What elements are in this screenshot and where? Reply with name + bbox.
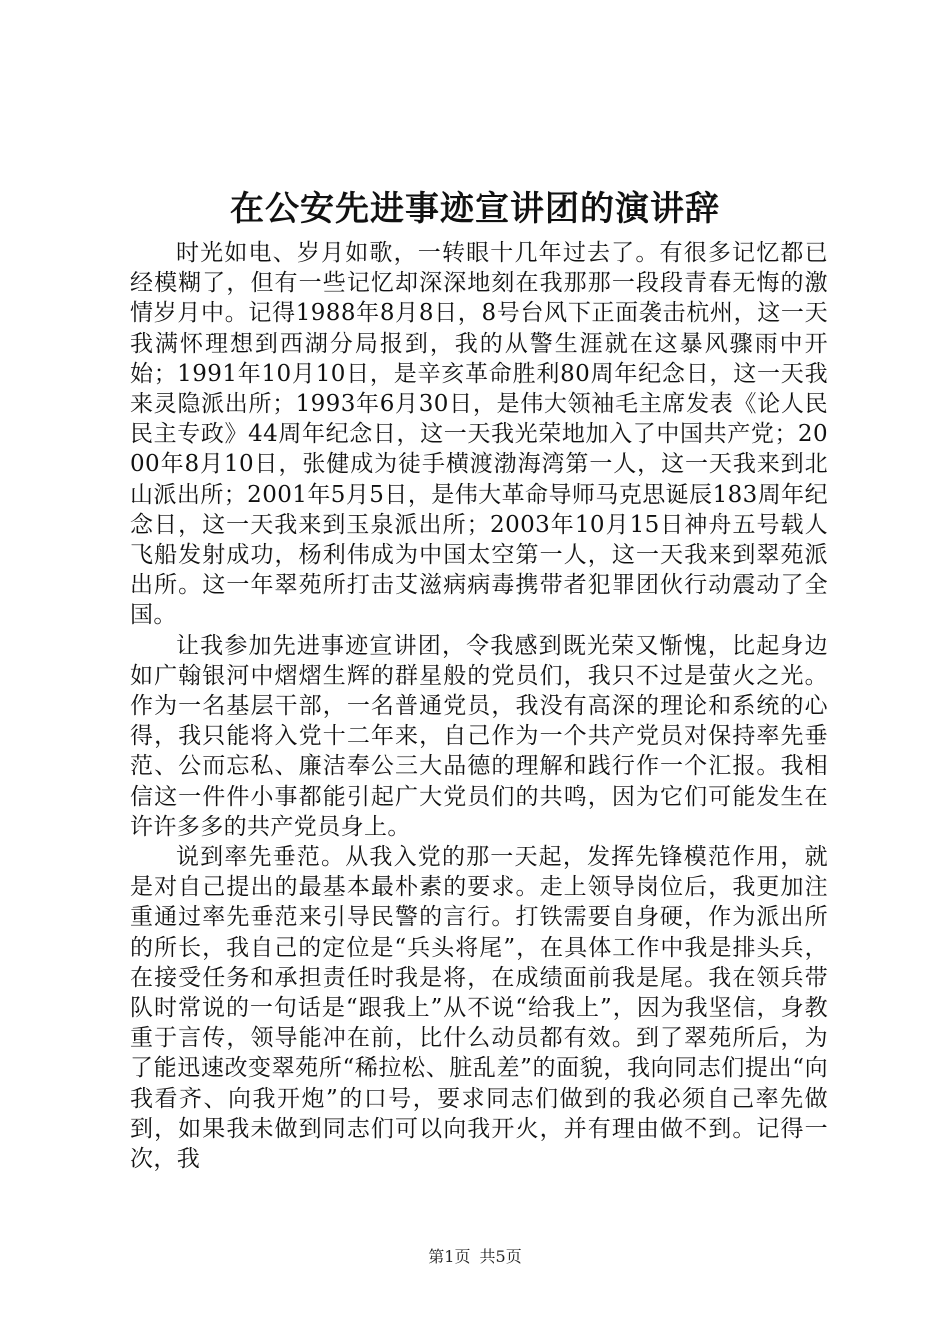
page-number: 第1页: [428, 1247, 471, 1266]
document-title: 在公安先进事迹宣讲团的演讲辞: [230, 189, 720, 229]
paragraph-1: 时光如电、岁月如歌，一转眼十几年过去了。有很多记忆都已经模糊了，但有一些记忆却深深地刻在我那那一段段青春无悔的激情岁月中。记得1988年8月8日，8号台风下正面袭击杭州，这一天我满怀理想到西湖分局报到，我的从警生涯就在这暴风骤雨中开始；1991年10月10日，是辛亥革命胜利80周年纪念日，这一天我来灵隐派出所；1993年6月30日，是伟大领袖毛主席发表《论人民民主专政》44周年纪念日，这一天我光荣地加入了中国共产党；2000年8月10日，张健成为徒手横渡渤海湾第一人，这一天我来到北山派出所；2001年5月5日，是伟大革命导师马克思诞辰183周年纪念日，这一天我来到玉泉派出所；2003年10月15日神舟五号载人飞船发射成功，杨利伟成为中国太空第一人，这一天我来到翠苑派出所。这一年翠苑所打击艾滋病病毒携带者犯罪团伙行动震动了全国。: [130, 240, 828, 629]
document-body: [130, 238, 828, 1174]
page-total: 共5页: [479, 1247, 522, 1266]
page-footer: [0, 1245, 950, 1269]
paragraph-3: 说到率先垂范。从我入党的那一天起，发挥先锋模范作用，就是对自己提出的最基本最朴素的要求。走上领导岗位后，我更加注重通过率先垂范来引导民警的言行。打铁需要自身硬，作为派出所的所长，我自己的定位是“兵头将尾”，在具体工作中我是排头兵，在接受任务和承担责任时我是将，在成绩面前我是尾。我在领兵带队时常说的一句话是“跟我上”从不说“给我上”，因为我坚信，身教重于言传，领导能冲在前，比什么动员都有效。到了翠苑所后，为了能迅速改变翠苑所“稀拉松、脏乱差”的面貌，我向同志们提出“向我看齐、向我开炮”的口号，要求同志们做到的我必须自己率先做到，如果我未做到同志们可以向我开火，并有理由做不到。记得一次，我: [130, 844, 828, 1173]
paragraph-2: 让我参加先进事迹宣讲团，令我感到既光荣又惭愧，比起身边如广翰银河中熠熠生辉的群星般的党员们，我只不过是萤火之光。作为一名基层干部，一名普通党员，我没有高深的理论和系统的心得，我只能将入党十二年来，自己作为一个共产党员对保持率先垂范、公而忘私、廉洁奉公三大品德的理解和践行作一个汇报。我相信这一件件小事都能引起广大党员们的共鸣，因为它们可能发生在许许多多的共产党员身上。: [130, 632, 828, 840]
